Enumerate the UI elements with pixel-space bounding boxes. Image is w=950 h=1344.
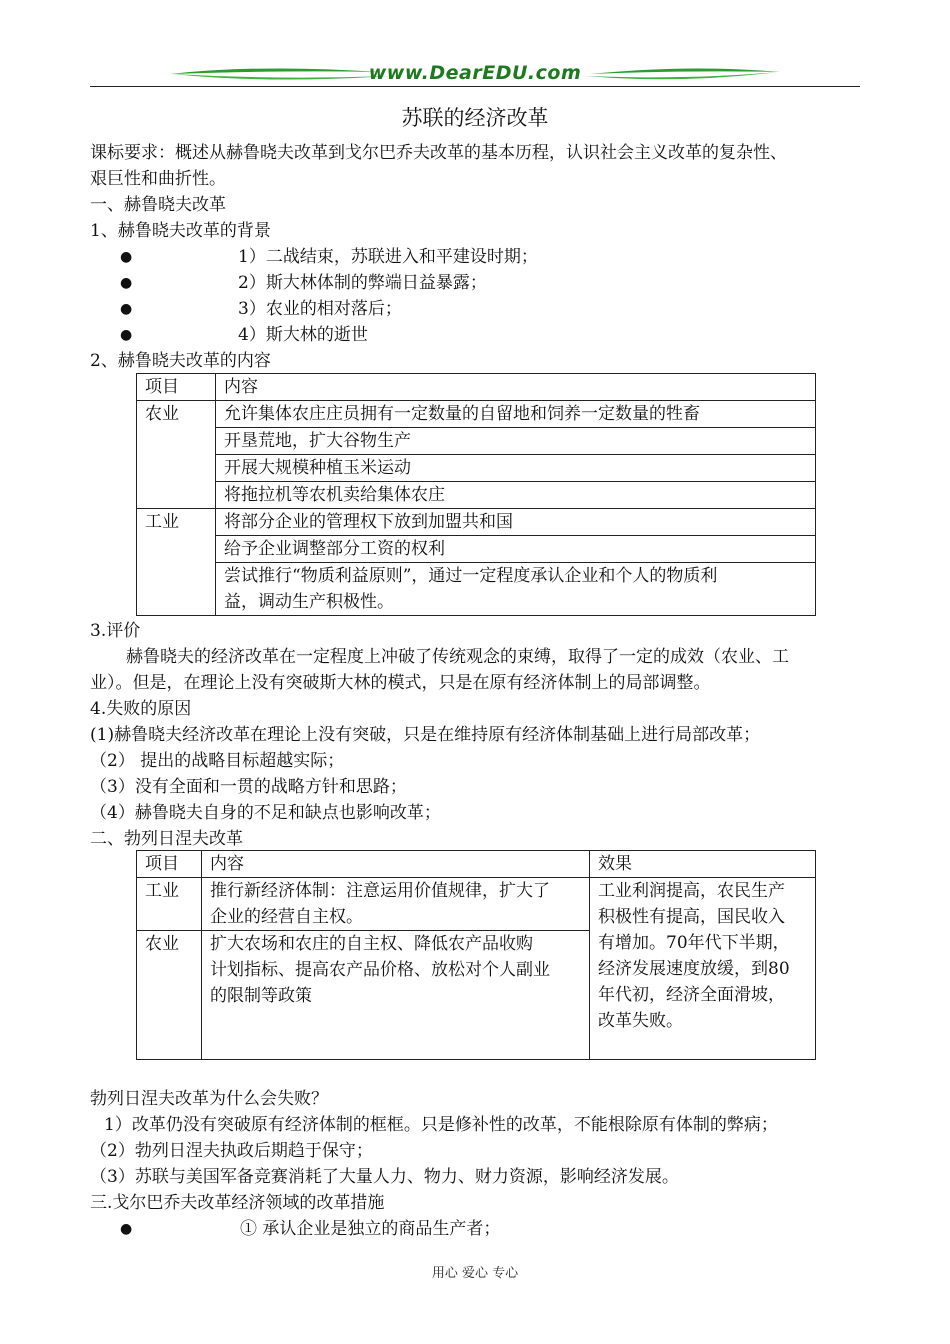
background-item: 3）农业的相对落后； bbox=[238, 299, 402, 319]
table-cell: 给予企业调整部分工资的权利 bbox=[216, 536, 816, 563]
failure-reason: （2） 提出的战略目标超越实际； bbox=[90, 751, 345, 771]
row-label-industry: 工业 bbox=[137, 509, 216, 616]
header-rule bbox=[90, 86, 860, 87]
cell-line: 企业的经营自主权。 bbox=[210, 907, 363, 927]
table-header: 项目 bbox=[137, 851, 202, 878]
table-row bbox=[137, 878, 816, 931]
why-failure-item: （3）苏联与美国军备竞赛消耗了大量人力、物力、财力资源，影响经济发展。 bbox=[90, 1167, 679, 1187]
table-cell: 允许集体农庄庄员拥有一定数量的自留地和饲养一定数量的牲畜 bbox=[216, 401, 816, 428]
table-cell: 将拖拉机等农机卖给集体农庄 bbox=[216, 482, 816, 509]
section-3-heading: 三.戈尔巴乔夫改革经济领域的改革措施 bbox=[90, 1193, 385, 1213]
failure-reason: （3）没有全面和一贯的战略方针和思路； bbox=[90, 777, 407, 797]
table-cell: 开展大规模种植玉米运动 bbox=[216, 455, 816, 482]
cell-line: 年代初，经济全面滑坡， bbox=[598, 985, 785, 1005]
table-row bbox=[137, 536, 816, 563]
background-item: 4）斯大林的逝世 bbox=[238, 325, 368, 345]
row-label-industry: 工业 bbox=[137, 878, 202, 931]
cell-line: 经济发展速度放缓，到80 bbox=[598, 959, 790, 979]
section-2-heading: 二、勃列日涅夫改革 bbox=[90, 829, 243, 849]
failure-reason: (1)赫鲁晓夫经济改革在理论上没有突破，只是在维持原有经济体制基础上进行局部改革； bbox=[90, 725, 761, 745]
failure-heading: 4.失败的原因 bbox=[90, 699, 192, 719]
cell-line: 改革失败。 bbox=[598, 1011, 683, 1031]
table-row bbox=[137, 851, 816, 878]
khrushchev-table bbox=[136, 373, 816, 616]
background-heading: 1、赫鲁晓夫改革的背景 bbox=[90, 221, 271, 241]
table-row bbox=[137, 374, 816, 401]
page-title: 苏联的经济改革 bbox=[401, 106, 549, 130]
bullet-icon: ● bbox=[120, 249, 133, 265]
table-cell bbox=[216, 563, 816, 616]
evaluation-heading: 3.评价 bbox=[90, 621, 141, 641]
section-1-heading: 一、赫鲁晓夫改革 bbox=[90, 195, 226, 215]
intro-line-1: 课标要求：概述从赫鲁晓夫改革到戈尔巴乔夫改革的基本历程，认识社会主义改革的复杂性、 bbox=[90, 143, 787, 163]
gorbachev-measure: ① 承认企业是独立的商品生产者； bbox=[240, 1219, 501, 1239]
cell-line: 有增加。70年代下半期， bbox=[598, 933, 790, 953]
cell-line: 计划指标、提高农产品价格、放松对个人副业 bbox=[210, 960, 550, 980]
intro-line-2: 艰巨性和曲折性。 bbox=[90, 169, 226, 189]
table-cell: 开垦荒地，扩大谷物生产 bbox=[216, 428, 816, 455]
background-item: 2）斯大林体制的弊端日益暴露； bbox=[238, 273, 487, 293]
table-row bbox=[137, 455, 816, 482]
evaluation-line-2: 业）。但是，在理论上没有突破斯大林的模式，只是在原有经济体制上的局部调整。 bbox=[90, 673, 711, 693]
why-failure-item: 1）改革仍没有突破原有经济体制的框框。只是修补性的改革，不能根除原有体制的弊病； bbox=[104, 1115, 778, 1135]
failure-reason: （4）赫鲁晓夫自身的不足和缺点也影响改革； bbox=[90, 803, 441, 823]
cell-line: 的限制等政策 bbox=[210, 986, 312, 1006]
brezhnev-table bbox=[136, 850, 816, 1060]
why-failure-item: （2）勃列日涅夫执政后期趋于保守； bbox=[90, 1141, 373, 1161]
table-row bbox=[137, 563, 816, 616]
background-item: 1）二战结束，苏联进入和平建设时期； bbox=[238, 247, 538, 267]
cell-line: 推行新经济体制：注意运用价值规律，扩大了 bbox=[210, 881, 550, 901]
content-heading: 2、赫鲁晓夫改革的内容 bbox=[90, 351, 271, 371]
cell-line: 尝试推行“物质利益原则”，通过一定程度承认企业和个人的物质利 bbox=[224, 566, 718, 586]
table-header: 内容 bbox=[216, 374, 816, 401]
table-header: 内容 bbox=[202, 851, 590, 878]
bullet-icon: ● bbox=[120, 275, 133, 291]
table-row bbox=[137, 428, 816, 455]
page-footer: 用心 爱心 专心 bbox=[431, 1266, 519, 1281]
table-header: 项目 bbox=[137, 374, 216, 401]
site-name: www.DearEDU.com bbox=[368, 62, 582, 84]
cell-line: 扩大农场和农庄的自主权、降低农产品收购 bbox=[210, 934, 533, 954]
cell-line: 积极性有提高，国民收入 bbox=[598, 907, 785, 927]
cell-line: 工业利润提高，农民生产 bbox=[598, 881, 785, 901]
row-label-agriculture: 农业 bbox=[137, 931, 202, 1060]
bullet-icon: ● bbox=[120, 1221, 133, 1237]
effect-cell bbox=[590, 878, 816, 1060]
table-row bbox=[137, 509, 816, 536]
bullet-icon: ● bbox=[120, 301, 133, 317]
table-row bbox=[137, 401, 816, 428]
evaluation-line-1: 赫鲁晓夫的经济改革在一定程度上冲破了传统观念的束缚，取得了一定的成效（农业、工 bbox=[126, 647, 789, 667]
table-cell: 将部分企业的管理权下放到加盟共和国 bbox=[216, 509, 816, 536]
table-row bbox=[137, 482, 816, 509]
row-label-agriculture: 农业 bbox=[137, 401, 216, 509]
table-header: 效果 bbox=[590, 851, 816, 878]
bullet-icon: ● bbox=[120, 327, 133, 343]
cell-line: 益，调动生产积极性。 bbox=[224, 592, 394, 612]
table-cell bbox=[202, 931, 590, 1060]
why-failure-question: 勃列日涅夫改革为什么会失败？ bbox=[90, 1089, 328, 1109]
table-cell bbox=[202, 878, 590, 931]
